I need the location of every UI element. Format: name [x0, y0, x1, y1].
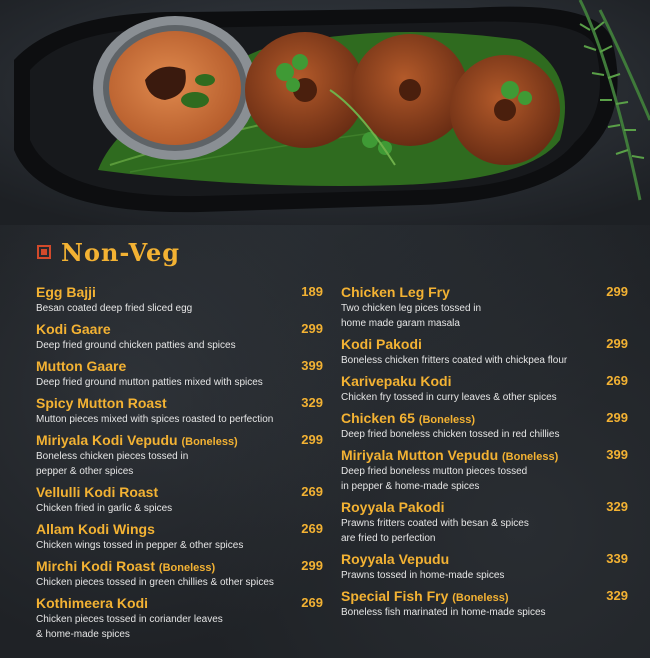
- menu-item: [341, 372, 628, 405]
- menu-item: [341, 550, 628, 583]
- non-veg-icon: [37, 245, 51, 259]
- menu-item: [36, 594, 323, 642]
- food-photo: [0, 0, 650, 225]
- item-price: 299: [606, 336, 628, 351]
- item-price: 329: [606, 499, 628, 514]
- item-price: 189: [301, 284, 323, 299]
- menu-item: [341, 498, 628, 546]
- item-description: Chicken wings tossed in pepper & other spices: [36, 540, 244, 551]
- item-name: [36, 594, 323, 612]
- item-name-text: Spicy Mutton Roast: [36, 395, 167, 411]
- menu-item: [36, 483, 323, 516]
- item-name-text: Karivepaku Kodi: [341, 373, 452, 389]
- item-price: 299: [606, 410, 628, 425]
- item-name-text: Special Fish Fry: [341, 588, 449, 604]
- item-price: 329: [301, 395, 323, 410]
- menu-item: [36, 357, 323, 390]
- item-price: 299: [606, 284, 628, 299]
- item-description: Prawns fritters coated with besan & spices: [341, 518, 529, 529]
- item-name-text: Kothimeera Kodi: [36, 595, 149, 611]
- item-tag: (Boneless): [158, 562, 216, 574]
- item-name: [36, 320, 323, 338]
- item-name-text: Miriyala Kodi Vepudu: [36, 432, 178, 448]
- item-tag: (Boneless): [452, 592, 509, 604]
- item-name: [341, 587, 628, 605]
- item-description: Boneless chicken pieces tossed in: [36, 451, 189, 462]
- menu-item: [341, 587, 628, 620]
- menu-item: [36, 520, 323, 553]
- section-header: [37, 237, 180, 267]
- item-description: Chicken fried in garlic & spices: [36, 503, 173, 514]
- item-description: Chicken fry tossed in curry leaves & other spices: [341, 392, 557, 403]
- item-name: [341, 335, 628, 353]
- item-description: Boneless fish marinated in home-made spices: [341, 607, 546, 618]
- menu-item: [341, 446, 628, 494]
- item-tag: (Boneless): [181, 436, 238, 448]
- item-price: 269: [301, 595, 323, 610]
- item-description: Mutton pieces mixed with spices roasted to perfection: [36, 414, 274, 425]
- item-name: [341, 498, 628, 516]
- menu-item: [341, 409, 628, 442]
- item-price: 299: [301, 558, 323, 573]
- item-description: Prawns tossed in home-made spices: [341, 570, 505, 581]
- item-description: Deep fried boneless chicken tossed in red chillies: [341, 429, 560, 440]
- menu-column-left: [36, 283, 323, 642]
- item-name-text: Miriyala Mutton Vepudu: [341, 447, 499, 463]
- item-name-text: Egg Bajji: [36, 284, 96, 300]
- item-name-text: Chicken Leg Fry: [341, 284, 450, 300]
- item-description: Two chicken leg pices tossed in: [341, 303, 482, 314]
- item-description: in pepper & home-made spices: [341, 481, 480, 492]
- item-name: [36, 520, 323, 538]
- menu-item: [36, 320, 323, 353]
- item-name: [36, 557, 323, 575]
- item-description: Deep fried ground mutton patties mixed with spices: [36, 377, 263, 388]
- item-description: Boneless chicken fritters coated with chickpea flour: [341, 355, 568, 366]
- item-price: 339: [606, 551, 628, 566]
- item-description: home made garam masala: [341, 318, 460, 329]
- item-name-text: Kodi Pakodi: [341, 336, 422, 352]
- menu-item: [36, 431, 323, 479]
- item-name: [341, 409, 628, 427]
- item-name-text: Mirchi Kodi Roast: [36, 558, 156, 574]
- menu-item: [36, 283, 323, 316]
- item-name: [341, 550, 628, 568]
- item-price: 399: [301, 358, 323, 373]
- item-name: [36, 483, 323, 501]
- item-name-text: Royyala Vepudu: [341, 551, 450, 567]
- item-description: Chicken pieces tossed in coriander leaves: [36, 614, 223, 625]
- item-name: [341, 372, 628, 390]
- section-title: Non-Veg: [61, 237, 181, 267]
- item-name-text: Vellulli Kodi Roast: [36, 484, 159, 500]
- item-name-text: Kodi Gaare: [36, 321, 111, 337]
- item-name-text: Chicken 65: [341, 410, 415, 426]
- item-description: Deep fried ground chicken patties and spices: [36, 340, 236, 351]
- item-tag: (Boneless): [502, 451, 559, 463]
- item-description: pepper & other spices: [36, 466, 134, 477]
- item-description: Besan coated deep fried sliced egg: [36, 303, 193, 314]
- menu-item: [341, 283, 628, 331]
- item-name: [36, 431, 323, 449]
- food-photo-illustration: [0, 0, 650, 225]
- item-name-text: Mutton Gaare: [36, 358, 127, 374]
- item-name: [36, 394, 323, 412]
- menu-item: [341, 335, 628, 368]
- item-price: 299: [301, 321, 323, 336]
- item-price: 269: [301, 521, 323, 536]
- item-price: 399: [606, 447, 628, 462]
- item-price: 269: [606, 373, 628, 388]
- item-price: 269: [301, 484, 323, 499]
- item-name: [36, 283, 323, 301]
- item-description: Chicken pieces tossed in green chillies & other spices: [36, 577, 274, 588]
- item-price: 299: [301, 432, 323, 447]
- item-description: Deep fried boneless mutton pieces tossed: [341, 466, 528, 477]
- item-tag: (Boneless): [418, 414, 476, 426]
- menu-column-right: [341, 283, 628, 620]
- item-description: & home-made spices: [36, 629, 130, 640]
- item-name-text: Royyala Pakodi: [341, 499, 445, 515]
- item-price: 329: [606, 588, 628, 603]
- item-description: are fried to perfection: [341, 533, 436, 544]
- item-name: [341, 283, 628, 301]
- item-name: [36, 357, 323, 375]
- item-name: [341, 446, 628, 464]
- menu-item: [36, 557, 323, 590]
- menu-item: [36, 394, 323, 427]
- item-name-text: Allam Kodi Wings: [36, 521, 155, 537]
